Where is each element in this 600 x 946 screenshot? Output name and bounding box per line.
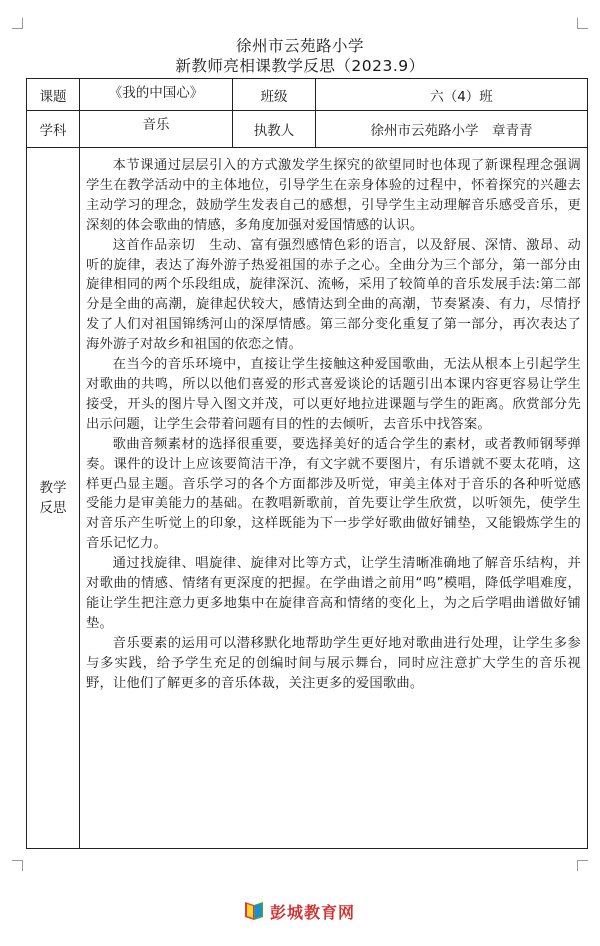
reflection-paragraph: 歌曲音频素材的选择很重要，要选择美好的适合学生的素材，或者教师钢琴弹奏。课件的设计上应该要简洁干净，有文字就不要图片，有乐谱就不要太花哨，这样更凸显主题。音乐学习的各个方面都涉及听觉，审美主体对于音乐的各种听觉感受能力是审美能力的基础。在教唱新歌前，首先要让学生欣赏，以听领先，使学生对音乐产生听觉上的印象，这样既能为下一步学好歌曲做好铺垫，又能锻炼学生的音乐记忆力。 bbox=[86, 436, 581, 552]
crop-mark-bottom-right bbox=[577, 860, 588, 871]
reflection-paragraph: 本节课通过层层引入的方式激发学生探究的欲望同时也体现了新课程理念强调学生在教学活动中的主体地位，引导学生在亲身体验的过程中，怀着探究的兴趣去主动学习的理念，鼓励学生发表自己的感想，引导学生主动理解音乐感受音乐，更深刻的体会歌曲的情感，多角度加强对爱国情感的认识。 bbox=[86, 158, 581, 233]
crop-mark-bottom-left bbox=[12, 860, 23, 871]
document-title: 新教师亮相课教学反思（2023.9） bbox=[175, 57, 425, 75]
reflection-form-table bbox=[26, 78, 588, 849]
crop-mark-top-left bbox=[12, 18, 23, 29]
school-title: 徐州市云苑路小学 bbox=[235, 37, 364, 55]
reflection-label-line1: 教学 bbox=[39, 480, 67, 496]
class-value: 六（4）班 bbox=[316, 79, 588, 111]
logo-text: 彭城教育网 bbox=[270, 902, 356, 922]
topic-label: 课题 bbox=[27, 79, 80, 111]
open-book-icon bbox=[242, 900, 266, 922]
reflection-paragraph: 这首作品亲切 生动、富有强烈感情色彩的语言，以及舒展、深情、激昂、动听的旋律，表达了海外游子热爱祖国的赤子之心。全曲分为三个部分，第一部分由旋律相同的两个乐段组成，旋律深沉、流畅，采用了较简单的音乐发展手法:第二部分是全曲的高潮，旋律起伏较大，感情达到全曲的高潮，节奏紧凑、有力，尽情抒发了人们对祖国锦绣河山的深厚情感。第三部分变化重复了第一部分，再次表达了海外游子对故乡和祖国的依恋之情。 bbox=[86, 237, 581, 353]
subject-value: 音乐 bbox=[80, 111, 233, 148]
topic-value: 《我的中国心》 bbox=[80, 79, 233, 111]
site-logo[interactable] bbox=[242, 898, 355, 924]
teacher-label: 执教人 bbox=[233, 111, 316, 148]
subject-row bbox=[27, 111, 588, 148]
reflection-paragraph: 通过找旋律、唱旋律、旋律对比等方式，让学生清晰准确地了解音乐结构，并对歌曲的情感、情绪有更深度的把握。在学曲谱之前用“呜”模唱，降低学唱难度，能让学生把注意力更多地集中在旋律音高和情绪的变化上，为之后学唱曲谱做好铺垫。 bbox=[86, 556, 581, 631]
reflection-content bbox=[80, 148, 588, 849]
class-label: 班级 bbox=[233, 79, 316, 111]
reflection-paragraph: 音乐要素的运用可以潜移默化地帮助学生更好地对歌曲进行处理，让学生多参与多实践，给予学生充足的创编时间与展示舞台，同时应注意扩大学生的音乐视野，让他们了解更多的音乐体裁，关注更多的爱国歌曲。 bbox=[86, 635, 581, 691]
crop-mark-top-right bbox=[577, 18, 588, 29]
teacher-value: 徐州市云苑路小学 章青青 bbox=[316, 111, 588, 148]
reflection-row bbox=[27, 148, 588, 849]
reflection-label-line2: 反思 bbox=[39, 500, 67, 516]
topic-row bbox=[27, 79, 588, 111]
reflection-label bbox=[27, 148, 80, 849]
subject-label: 学科 bbox=[27, 111, 80, 148]
reflection-paragraph: 在当今的音乐环境中，直接让学生接触这种爱国歌曲，无法从根本上引起学生对歌曲的共鸣，所以以他们喜爱的形式喜爱谈论的话题引出本课内容更容易让学生接受，开头的图片导入图文并茂，可以更好地拉进课题与学生的距离。欣赏部分先出示问题，让学生会带着问题有目的性的去倾听，去音乐中找答案。 bbox=[86, 357, 581, 432]
